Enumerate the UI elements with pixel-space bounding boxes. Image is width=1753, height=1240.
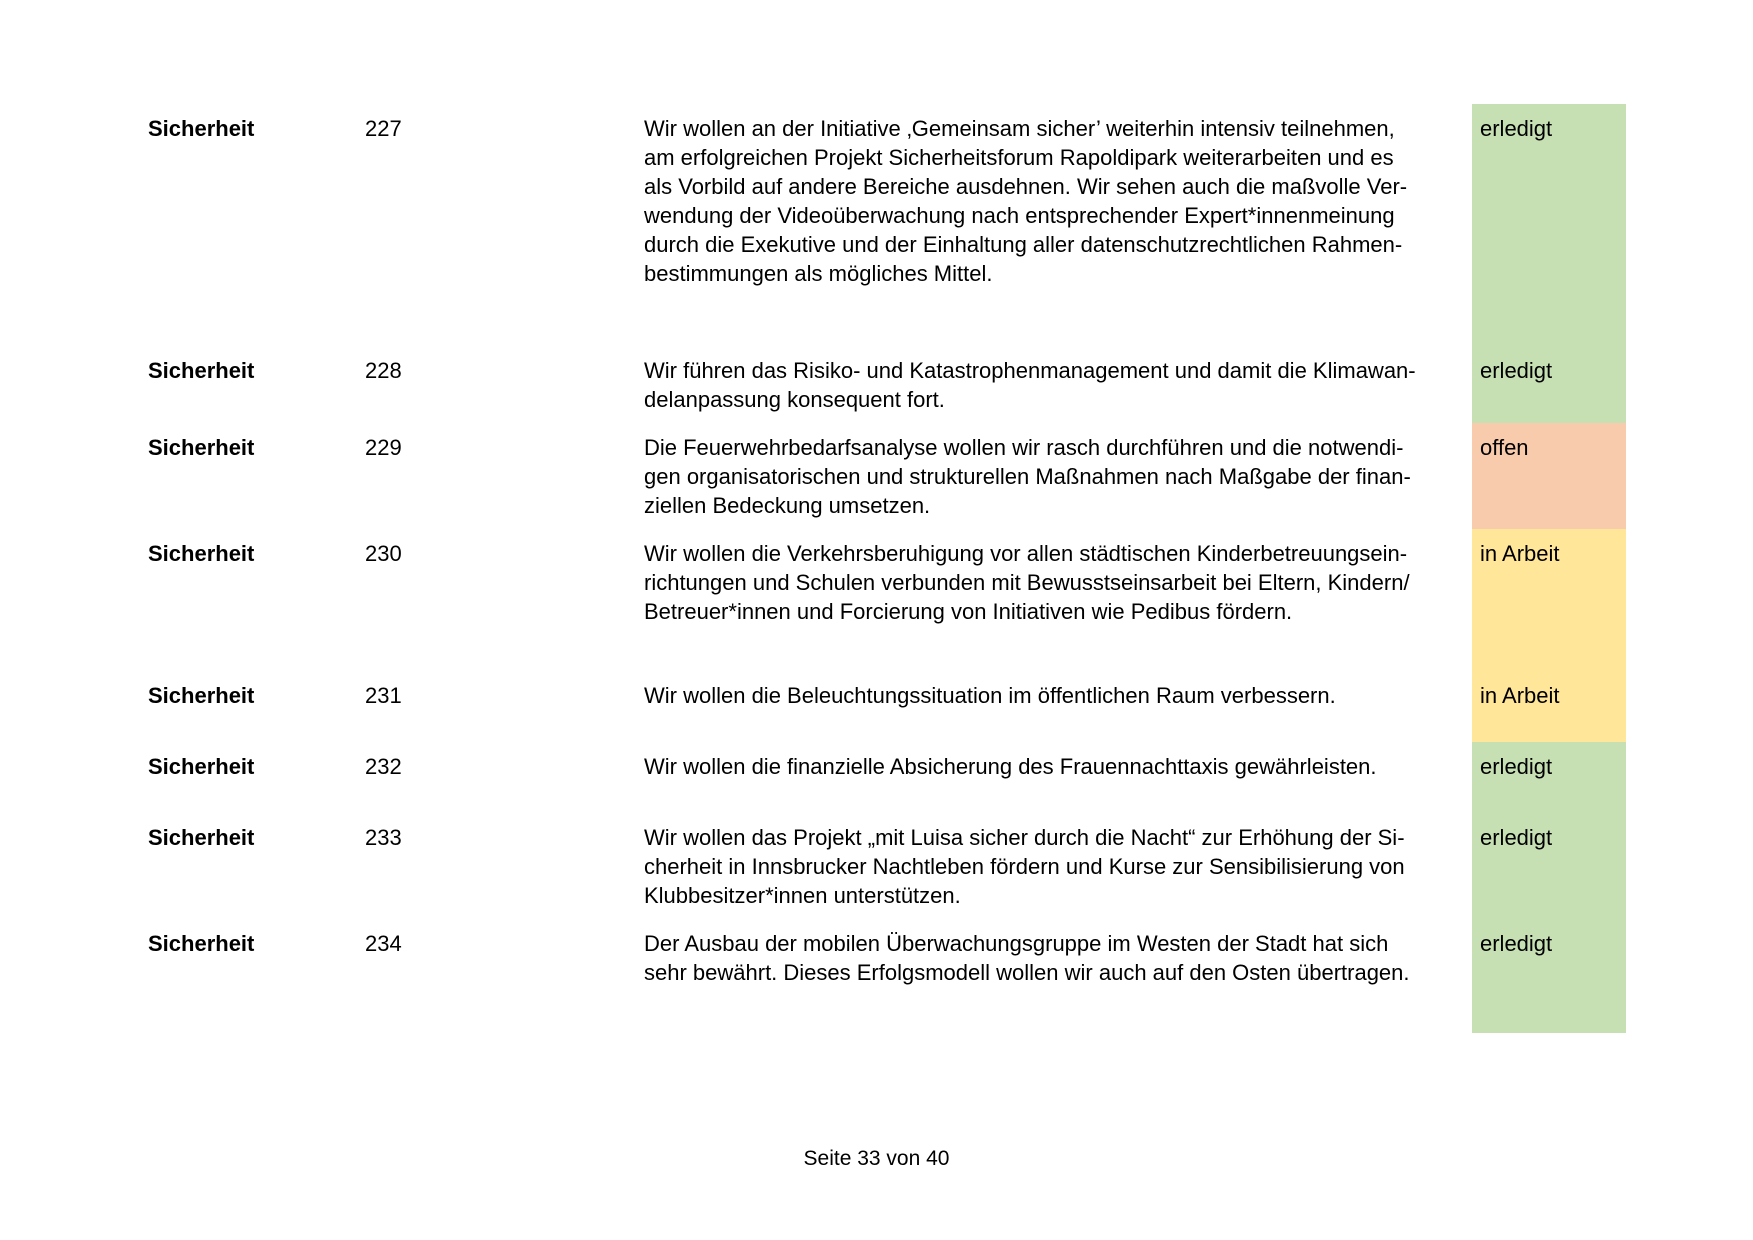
- table-row: [0, 742, 1753, 813]
- number-cell: 229: [365, 435, 402, 460]
- measure-text-cell: Wir wollen die Beleuchtungssituation im öffentlichen Raum verbessern.: [644, 683, 1336, 708]
- measure-text-cell: Der Ausbau der mobilen Überwachungsgruppe im Westen der Stadt hat sich sehr bewährt. Dieses Erfolgsmodell wollen wir auch auf den Osten übertragen.: [644, 931, 1410, 985]
- measure-text-cell: Wir wollen die Verkehrsberuhigung vor allen städtischen Kinderbetreuungsein- richtungen und Schulen verbunden mit Bewusstseinsarbeit bei Eltern, Kindern/ Betreuer*innen und Forcierung von Initiativen wie Pedibus fördern.: [644, 541, 1410, 624]
- measure-text-cell: Wir wollen die finanzielle Absicherung des Frauennachttaxis gewährleisten.: [644, 754, 1377, 779]
- status-cell: [1472, 813, 1626, 919]
- category-cell: Sicherheit: [148, 116, 255, 141]
- status-label: offen: [1480, 435, 1529, 460]
- table-row: [0, 919, 1753, 1033]
- status-label: erledigt: [1480, 931, 1553, 956]
- category-cell: Sicherheit: [148, 541, 255, 566]
- status-cell: [1472, 529, 1626, 671]
- measure-text-cell: Wir wollen an der Initiative ‚Gemeinsam sicher’ weiterhin intensiv teilnehmen, am erfolgreichen Projekt Sicherheitsforum Rapoldipark weiterarbeiten und es als Vorbild auf andere Bereiche ausdehnen. Wir sehen auch die maßvolle Ver- wendung der Videoüberwachung nach entsprechender Expert*innenmeinung durch die Exekutive und der Einhaltung aller datenschutzrechtlichen Rahmen- bestimmungen als mögliches Mittel.: [644, 116, 1408, 286]
- table-row: [0, 671, 1753, 742]
- measure-text-cell: Die Feuerwehrbedarfsanalyse wollen wir rasch durchführen und die notwendi- gen organisatorischen und strukturellen Maßnahmen nach Maßgabe der finan- ziellen Bedeckung umsetzen.: [644, 435, 1411, 518]
- category-cell: Sicherheit: [148, 931, 255, 956]
- status-cell: [1472, 742, 1626, 813]
- category-cell: Sicherheit: [148, 683, 255, 708]
- category-cell: Sicherheit: [148, 358, 255, 383]
- category-cell: Sicherheit: [148, 754, 255, 779]
- table-row: [0, 423, 1753, 529]
- status-cell: [1472, 423, 1626, 529]
- status-cell: [1472, 671, 1626, 742]
- measure-text-cell: Wir führen das Risiko- und Katastrophenmanagement und damit die Klimawan- delanpassung konsequent fort.: [644, 358, 1416, 412]
- number-cell: 227: [365, 116, 402, 141]
- status-cell: [1472, 919, 1626, 1033]
- status-label: erledigt: [1480, 358, 1553, 383]
- status-label: erledigt: [1480, 825, 1553, 850]
- table-row: [0, 104, 1753, 346]
- number-cell: 232: [365, 754, 402, 779]
- table-row: [0, 346, 1753, 423]
- number-cell: 230: [365, 541, 402, 566]
- table-row: [0, 529, 1753, 671]
- number-cell: 231: [365, 683, 402, 708]
- measure-text-cell: Wir wollen das Projekt „mit Luisa sicher durch die Nacht“ zur Erhöhung der Si- cherheit in Innsbrucker Nachtleben fördern und Kurse zur Sensibilisierung von Klubbesitzer*innen unterstützen.: [644, 825, 1405, 908]
- page-number-footer: Seite 33 von 40: [803, 1147, 950, 1170]
- status-cell: [1472, 104, 1626, 346]
- status-label: in Arbeit: [1480, 541, 1560, 566]
- table-row: [0, 813, 1753, 919]
- status-label: erledigt: [1480, 754, 1553, 779]
- status-label: erledigt: [1480, 116, 1553, 141]
- number-cell: 228: [365, 358, 402, 383]
- number-cell: 234: [365, 931, 402, 956]
- number-cell: 233: [365, 825, 402, 850]
- status-cell: [1472, 346, 1626, 423]
- category-cell: Sicherheit: [148, 825, 255, 850]
- category-cell: Sicherheit: [148, 435, 255, 460]
- status-label: in Arbeit: [1480, 683, 1560, 708]
